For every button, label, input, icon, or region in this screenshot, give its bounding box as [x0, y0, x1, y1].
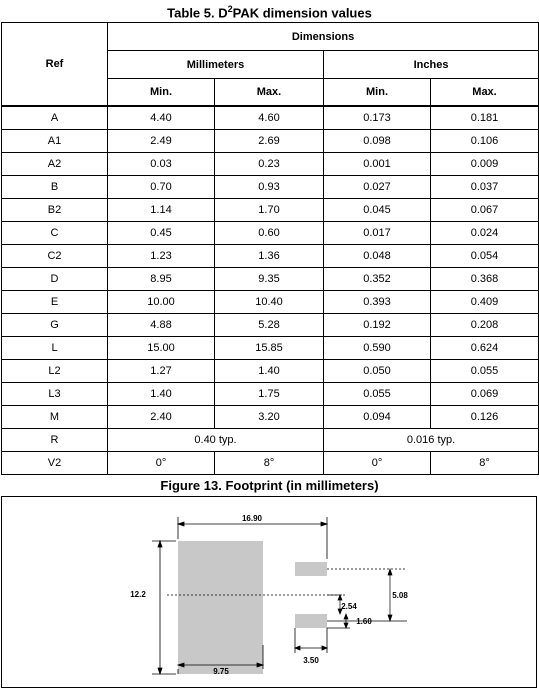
in-min-cell: 0.590	[324, 337, 431, 360]
in-min-cell: 0.055	[324, 383, 431, 406]
millimeters-header: Millimeters	[108, 51, 324, 79]
dim-lead-width	[295, 628, 327, 653]
in-max-cell: 0.067	[431, 199, 539, 222]
mm-min-cell: 15.00	[108, 337, 215, 360]
mm-max-cell: 2.69	[215, 130, 324, 153]
in-max-header: Max.	[431, 79, 539, 107]
table-row	[2, 314, 539, 337]
in-min-cell: 0.001	[324, 153, 431, 176]
mm-min-cell: 0.03	[108, 153, 215, 176]
table-row	[2, 199, 539, 222]
ref-cell: C2	[2, 245, 108, 268]
in-min-cell: 0.094	[324, 406, 431, 429]
lead-pad-top	[295, 562, 327, 576]
in-max-cell: 0.054	[431, 245, 539, 268]
ref-cell: A	[2, 106, 108, 130]
mm-min-cell: 10.00	[108, 291, 215, 314]
table-title: Table 5. $D^2PAK$ dimension values	[167, 4, 372, 21]
table-row	[2, 176, 539, 199]
mm-typ-cell: 0.40 typ.	[108, 429, 324, 452]
table-row	[2, 153, 539, 176]
in-min-cell: 0.027	[324, 176, 431, 199]
dimension-table	[1, 22, 539, 475]
in-min-cell: 0.393	[324, 291, 431, 314]
ref-cell: L2	[2, 360, 108, 383]
mm-max-cell: 10.40	[215, 291, 324, 314]
in-max-cell: 0.181	[431, 106, 539, 130]
ref-cell: A1	[2, 130, 108, 153]
dim-lead-width-label: 3.50	[303, 656, 319, 665]
mm-max-cell: 0.93	[215, 176, 324, 199]
mm-max-cell: 1.36	[215, 245, 324, 268]
inches-header: Inches	[324, 51, 539, 79]
mm-min-cell: 0.70	[108, 176, 215, 199]
ref-cell: G	[2, 314, 108, 337]
dim-lead-height-label: 1.60	[356, 617, 372, 626]
ref-cell: M	[2, 406, 108, 429]
in-max-cell: 0.624	[431, 337, 539, 360]
ref-header: Ref	[2, 23, 108, 107]
table-row	[2, 452, 539, 475]
mm-min-cell: 4.40	[108, 106, 215, 130]
mm-max-cell: 1.70	[215, 199, 324, 222]
dim-lead-gap	[327, 595, 342, 614]
mm-min-header: Min.	[108, 79, 215, 107]
mm-max-cell: 9.35	[215, 268, 324, 291]
in-min-cell: 0.017	[324, 222, 431, 245]
in-max-cell: 0.024	[431, 222, 539, 245]
mm-min-cell: 4.88	[108, 314, 215, 337]
mm-min-cell: 8.95	[108, 268, 215, 291]
dim-width-label: 16.90	[241, 514, 263, 523]
in-min-cell: 0°	[324, 452, 431, 475]
in-max-cell: 0.208	[431, 314, 539, 337]
in-min-header: Min.	[324, 79, 431, 107]
ref-cell: V2	[2, 452, 108, 475]
table-row	[2, 106, 539, 130]
dimensions-header: Dimensions	[108, 23, 539, 51]
dim-lead-pitch-label: 5.08	[392, 591, 408, 600]
mm-max-cell: 1.40	[215, 360, 324, 383]
in-min-cell: 0.192	[324, 314, 431, 337]
ref-cell: D	[2, 268, 108, 291]
table-row	[2, 383, 539, 406]
dim-lead-gap-label: 2.54	[341, 602, 357, 611]
in-min-cell: 0.048	[324, 245, 431, 268]
ref-cell: L3	[2, 383, 108, 406]
dim-height	[152, 541, 176, 674]
mm-min-cell: 0.45	[108, 222, 215, 245]
in-min-cell: 0.045	[324, 199, 431, 222]
ref-cell: R	[2, 429, 108, 452]
in-min-cell: 0.050	[324, 360, 431, 383]
mm-min-cell: 1.40	[108, 383, 215, 406]
table-row	[2, 291, 539, 314]
dim-height-label: 12.2	[130, 590, 146, 599]
footprint-figure	[1, 496, 537, 688]
table-row	[2, 245, 539, 268]
mm-max-header: Max.	[215, 79, 324, 107]
in-max-cell: 0.037	[431, 176, 539, 199]
mm-max-cell: 0.23	[215, 153, 324, 176]
in-max-cell: 0.106	[431, 130, 539, 153]
in-min-cell: 0.173	[324, 106, 431, 130]
mm-max-cell: 15.85	[215, 337, 324, 360]
mm-min-cell: 2.40	[108, 406, 215, 429]
in-max-cell: 0.055	[431, 360, 539, 383]
mm-min-cell: 2.49	[108, 130, 215, 153]
mm-min-cell: 1.14	[108, 199, 215, 222]
figure-title: Figure 13. Footprint (in millimeters)	[160, 478, 379, 493]
mm-min-cell: 1.23	[108, 245, 215, 268]
table-row	[2, 337, 539, 360]
table-row	[2, 429, 539, 452]
main-pad	[178, 541, 263, 674]
table-row	[2, 406, 539, 429]
ref-cell: C	[2, 222, 108, 245]
ref-cell: B2	[2, 199, 108, 222]
mm-max-cell: 8°	[215, 452, 324, 475]
table-row	[2, 360, 539, 383]
mm-min-cell: 0°	[108, 452, 215, 475]
in-max-cell: 0.126	[431, 406, 539, 429]
lead-pad-bottom	[295, 614, 327, 628]
table-row	[2, 222, 539, 245]
footprint-drawing	[2, 497, 536, 687]
in-max-cell: 0.069	[431, 383, 539, 406]
in-min-cell: 0.098	[324, 130, 431, 153]
ref-cell: E	[2, 291, 108, 314]
table-row	[2, 268, 539, 291]
in-max-cell: 0.409	[431, 291, 539, 314]
in-max-cell: 0.368	[431, 268, 539, 291]
mm-max-cell: 5.28	[215, 314, 324, 337]
mm-max-cell: 3.20	[215, 406, 324, 429]
mm-min-cell: 1.27	[108, 360, 215, 383]
mm-max-cell: 0.60	[215, 222, 324, 245]
dim-pad-width-label: 9.75	[213, 667, 229, 676]
in-max-cell: 8°	[431, 452, 539, 475]
mm-max-cell: 1.75	[215, 383, 324, 406]
ref-cell: A2	[2, 153, 108, 176]
in-min-cell: 0.352	[324, 268, 431, 291]
ref-cell: B	[2, 176, 108, 199]
mm-max-cell: 4.60	[215, 106, 324, 130]
in-max-cell: 0.009	[431, 153, 539, 176]
in-typ-cell: 0.016 typ.	[324, 429, 539, 452]
ref-cell: L	[2, 337, 108, 360]
table-row	[2, 130, 539, 153]
